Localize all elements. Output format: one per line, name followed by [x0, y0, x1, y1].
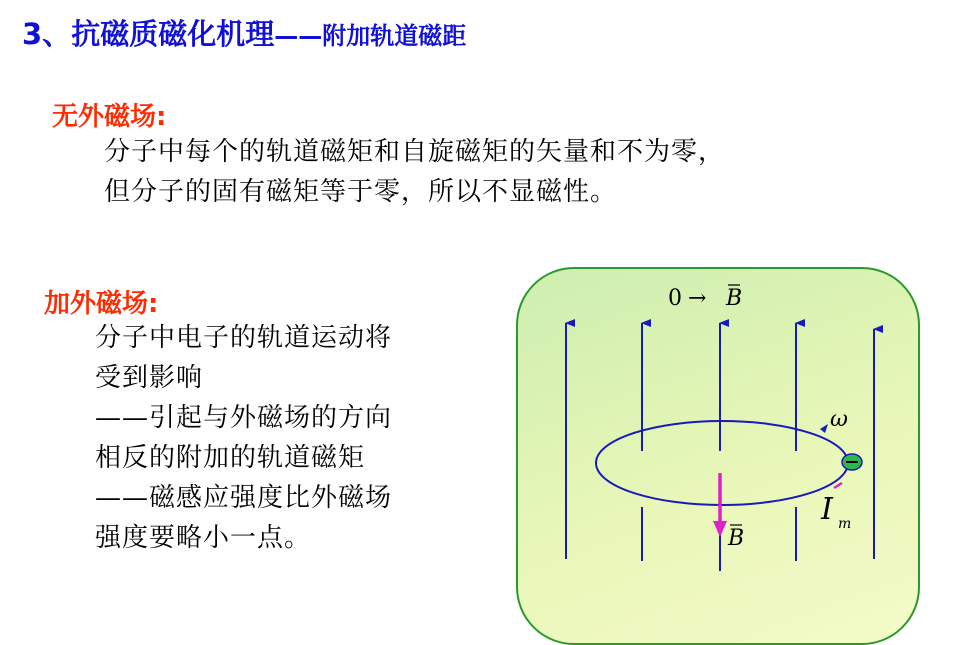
omega-label: ω: [830, 407, 848, 432]
induced-arrow-head: [713, 521, 727, 537]
orbit-diagram: [518, 269, 920, 645]
with-field-line: 受到影响: [95, 363, 204, 393]
rotation-arrow: [820, 424, 828, 433]
orbit-diagram-panel: [516, 267, 920, 645]
with-field-line: 分子中电子的轨道运动将: [95, 323, 393, 353]
current-label: I: [821, 492, 833, 527]
title-subtitle: 附加轨道磁距: [322, 22, 467, 50]
with-field-text: [95, 318, 392, 558]
electron: [842, 454, 862, 470]
current-subscript: m: [838, 516, 852, 532]
top-field-label: [668, 285, 742, 311]
electron-orbit: [596, 421, 848, 505]
no-field-line: 但分子的固有磁矩等于零，所以不显磁性。: [104, 177, 618, 207]
no-field-line: 分子中每个的轨道磁矩和自旋磁矩的矢量和不为零，: [104, 137, 726, 167]
top-label-start: 0: [668, 286, 682, 311]
with-field-line: 相反的附加的轨道磁矩: [95, 443, 366, 473]
induced-field-label: B: [728, 526, 745, 551]
title-number: 3、: [22, 17, 72, 51]
current-direction-arrow: [834, 483, 842, 488]
with-field-line: 强度要略小一点。: [95, 523, 312, 553]
page-title: [22, 12, 466, 53]
title-main: 抗磁质磁化机理: [71, 17, 275, 51]
with-field-heading: 加外磁场:: [44, 289, 159, 319]
title-dash: ——: [274, 22, 323, 50]
no-field-heading: 无外磁场:: [52, 102, 167, 132]
with-field-line: ——磁感应强度比外磁场: [95, 483, 393, 513]
top-label-arrow: →: [688, 286, 707, 311]
no-field-text: [104, 132, 725, 212]
with-field-line: ——引起与外磁场的方向: [95, 403, 393, 433]
top-label-field: B: [726, 286, 743, 311]
